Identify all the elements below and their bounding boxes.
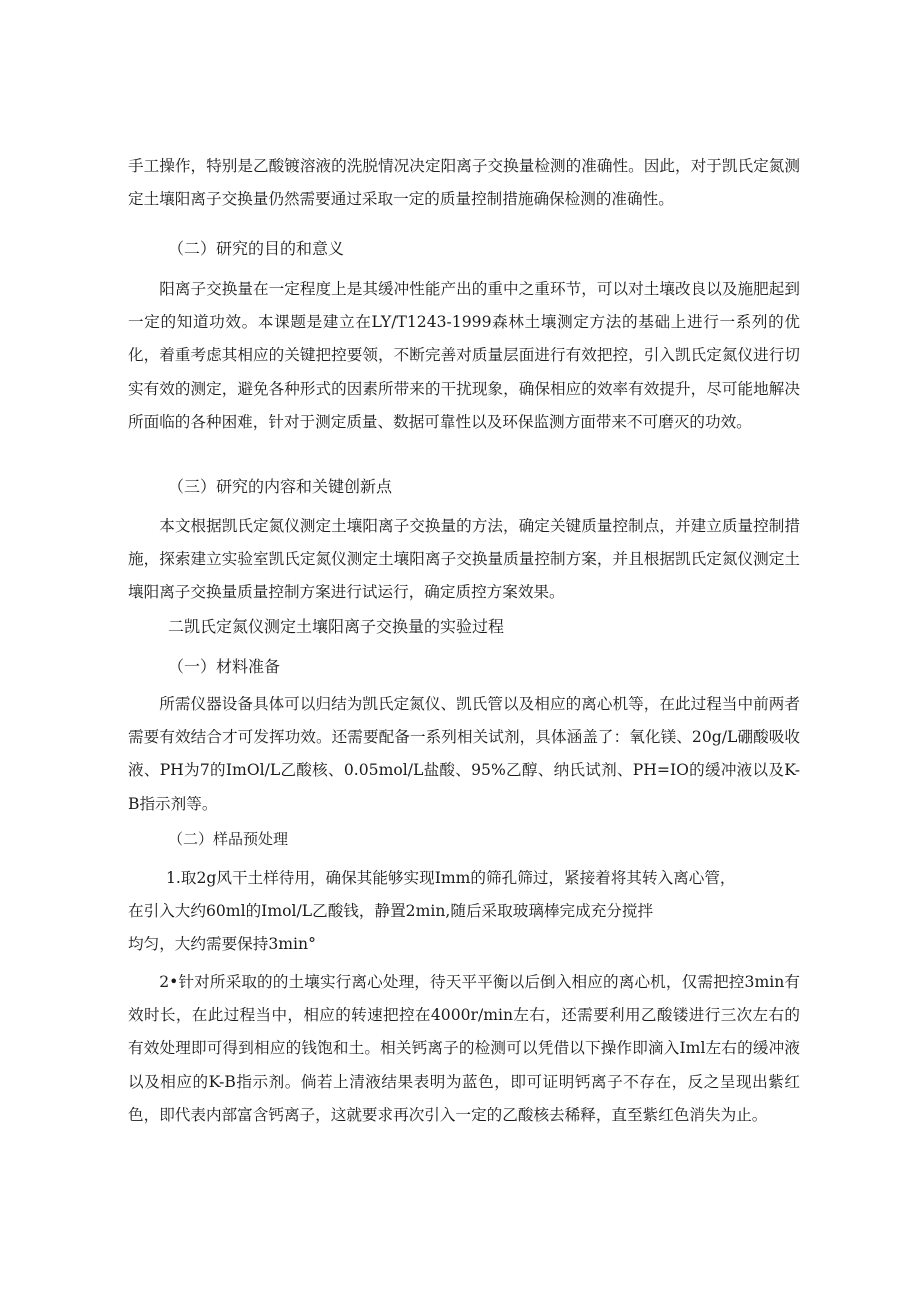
chapter-heading: 二凯氏定氮仪测定土壤阳离子交换量的实验过程 xyxy=(168,617,505,636)
step-1-line-3: 均匀，大约需要保持3min° xyxy=(128,935,316,953)
content-paragraph: 本文根据凯氏定氮仪测定土壤阳离子交换量的方法，确定关键质量控制点，并建立质量控制措施，探索建立实验室凯氏定氮仪测定土壤阳离子交换量质量控制方案，并且根据凯氏定氮仪测定土壤阳离子交换量质量控制方案进行试运行，确定质控方案效果。 xyxy=(128,517,800,602)
section-heading-content: （三）研究的内容和关键创新点 xyxy=(168,477,393,496)
step-1-line-2: 在引入大约60ml的Imol/L乙酸钱，静置2min,随后采取玻璃棒完成充分搅拌 xyxy=(128,902,654,921)
section-heading-materials: （一）材料准备 xyxy=(168,657,281,676)
section-heading-purpose: （二）研究的目的和意义 xyxy=(168,239,345,258)
purpose-paragraph: 阳离子交换量在一定程度上是其缓冲性能产出的重中之重环节，可以对土壤改良以及施肥起到一定的知道功效。本课题是建立在LY/T1243-1999森林土壤测定方法的基础上进行一系列的优化，着重考虑其相应的关键把控要领，不断完善对质量层面进行有效把控，引入凯氏定氮仪进行切实有效的测定，避免各种形式的因素所带来的干扰现象，确保相应的效率有效提升，尽可能地解决所面临的各种困难，针对于测定质量、数据可靠性以及环保监测方面带来不可磨灭的功效。 xyxy=(128,280,800,431)
materials-paragraph: 所需仪器设备具体可以归结为凯氏定氮仪、凯氏管以及相应的离心机等，在此过程当中前两者需要有效结合才可发挥功效。还需要配备一系列相关试剂，具体涵盖了：氧化镁、20g/L硼酸吸收液、PH为7的ImOl/L乙酸核、0.05mol/L盐酸、95%乙醇、纳氏试剂、PH=IO的缓冲液以及K-B指示剂等。 xyxy=(128,695,800,813)
pretreatment-step-1 xyxy=(128,862,800,928)
section-heading-pretreatment: （二）样品预处理 xyxy=(168,830,289,848)
pretreatment-step-2: 2•针对所采取的的土壤实行离心处理，待天平平衡以后倒入相应的离心机，仅需把控3min有效时长，在此过程当中，相应的转速把控在4000r/min左右，还需要利用乙酸镂进行三次左右的有效处理即可得到相应的钱饱和土。相关钙离子的检测可以凭借以下操作即滴入Iml左右的缓冲液以及相应的K-B指示剂。倘若上清液结果表明为蓝色，即可证明钙离子不存在，反之呈现出紫红色，即代表内部富含钙离子，这就要求再次引入一定的乙酸核去稀释，直至紫红色消失为止。 xyxy=(128,973,800,1124)
intro-paragraph: 手工操作，特别是乙酸镀溶液的洗脱情况决定阳离子交换量检测的准确性。因此，对于凯氏定氮测定土壤阳离子交换量仍然需要通过采取一定的质量控制措施确保检测的准确性。 xyxy=(128,157,800,209)
step-1-line-1: 1.取2g风干土样待用，确保其能够实现Imm的筛孔筛过，紧接着将其转入离心管， xyxy=(166,869,736,887)
